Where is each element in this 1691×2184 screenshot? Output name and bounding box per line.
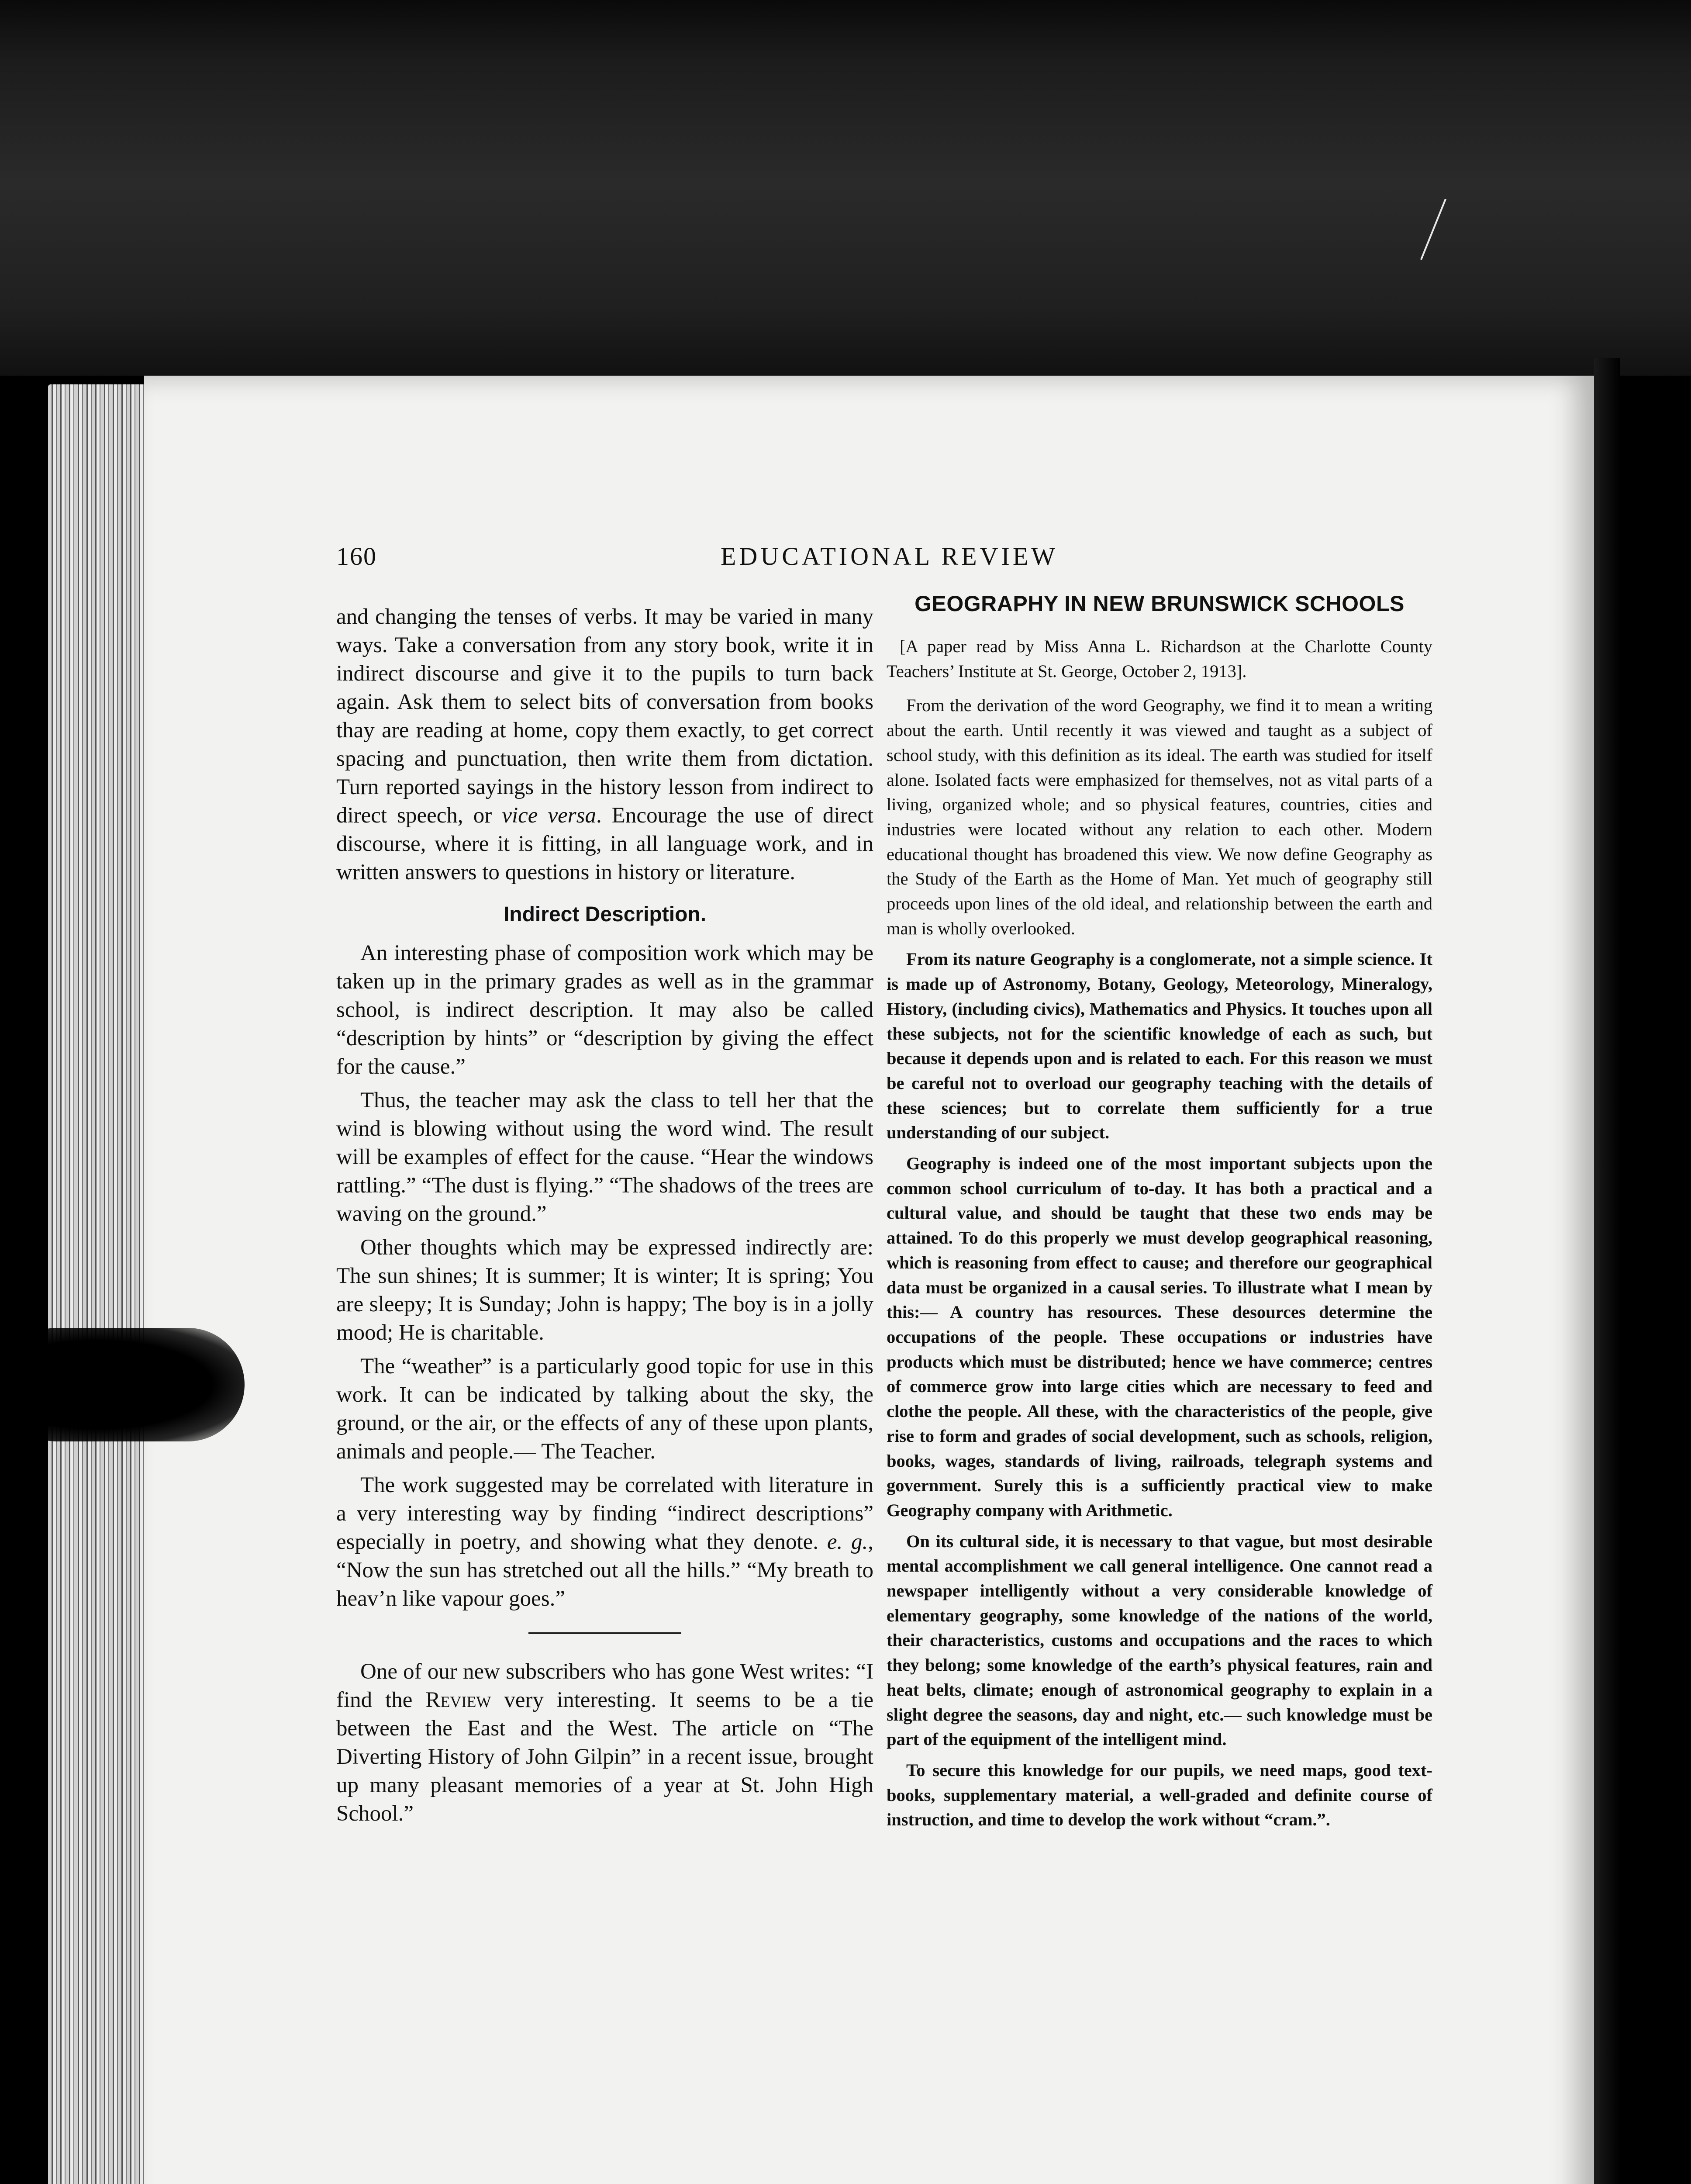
page-number: 160 <box>336 542 377 570</box>
paragraph-text: very interesting. It seems to be a tie between the East and the West. The article on “The Diverting History of John Gilpin” in a recent issue, brought up many pleasant memories of a year at St. John High School.” <box>336 1688 873 1826</box>
paragraph-secure-knowledge: To secure this knowledge for our pupils, we need maps, good text-books, supplementary material, a well-graded and definite course of instruction, and time to develop the work without “cram.”. <box>887 1760 1432 1830</box>
paragraph-weather: The “weather” is a particularly good topic for use in this work. It can be indicated by talking about the sky, the ground, or the air, or the effects of any of these upon plants, animals and people.— The Teacher. <box>336 1354 873 1464</box>
article-title: GEOGRAPHY IN NEW BRUNSWICK SCHOOLS <box>915 591 1405 616</box>
book-gutter-edge <box>1594 358 1620 2184</box>
paragraph-text: , “Now the sun has stretched out all the hills.” “My breath to heav’n like vapour goes.” <box>336 1530 873 1611</box>
paragraph-text: One of our new subscribers who has gone West writes: “I find the <box>336 1659 873 1712</box>
paragraph-text: The work suggested may be correlated with literature in a very interesting way by finding “indirect descriptions” especially in poetry, and showing what they denote. <box>336 1473 873 1554</box>
paragraph-conglomerate: From its nature Geography is a conglomerate, not a simple science. It is made up of Astronomy, Botany, Geology, Meteorology, Mineralogy, History, (including civics), Mathematics and Physics. It touches upon all these subjects, not for the scientific knowledge of each as such, but because it depends upon and is related to each. For this reason we must be careful not to overload our geography teaching with the details of these sciences; but to correlate them sufficiently for a true understanding of our subject. <box>887 949 1432 1143</box>
left-column <box>336 603 873 1828</box>
running-head <box>336 533 1446 577</box>
paragraph-interesting-phase: An interesting phase of composition work which may be taken up in the primary grades as well as in the grammar school, is indirect description. It may also be called “description by hints” or “description by giving the effect for the cause.” <box>336 941 873 1079</box>
paragraph-text: . Encourage the use of direct discourse, where it is fitting, in all language work, and in written answers to questions in history or literature. <box>336 803 873 885</box>
paragraph-literature <box>336 1471 873 1613</box>
paragraph-derivation: From the derivation of the word Geography, we find it to mean a writing about the earth. Until recently it was viewed and taught as a subject of school study, with this definition as its ideal. The earth was studied for itself alone. Isolated facts were emphasized for themselves, not as vital parts of a living, organized whole; and so physical features, countries, cities and industries were located without any relation to each other. Modern educational thought has broadened this view. We now define Geography as the Study of the Earth as the Home of Man. Yet much of geography still proceeds upon lines of the old ideal, and relationship between the earth and man is wholly overlooked. <box>887 695 1432 938</box>
book-page-stack <box>48 384 153 2184</box>
italic-abbreviation: e. g. <box>827 1530 868 1554</box>
paragraph-verbs <box>336 603 873 887</box>
microfilm-top-band <box>0 0 1691 376</box>
paragraph-important-subjects: Geography is indeed one of the most important subjects upon the common school curriculum of to-day. It has both a practical and a cultural value, and should be taught that these two ends may be attained. To do this properly we must develop geographical reasoning, which is reasoning from effect to cause; and therefore our geographical data must be organized in a causal series. To illustrate what I mean by this:— A country has resources. These desources determine the occupations of the people. These occupations or industries have products which must be distributed; hence we have commerce; centres of commerce grow into large cities which are necessary to feed and clothe the people. All these, with the characteristics of the people, give rise to form and grades of social development, such as schools, religion, books, wages, standards of living, railroads, telegraph systems and government. Surely this is a sufficiently practical view to make Geography company with Arithmetic. <box>887 1154 1432 1520</box>
holding-thumb <box>0 1328 245 1441</box>
paragraph-text: and changing the tenses of verbs. It may be varied in many ways. Take a conversation from any story book, write it in indirect discourse and give it to the pupils to turn back again. Ask them to select bits of conversation from books thay are reading at home, copy them exactly, to get correct spacing and punctuation, then write them from dictation. Turn reported sayings in the history lesson from indirect to direct speech, or <box>336 605 873 828</box>
paragraph-other-thoughts: Other thoughts which may be expressed indirectly are: The sun shines; It is summer; It is winter; It is spring; You are sleepy; It is Sunday; John is happy; The boy is in a jolly mood; He is charitable. <box>336 1235 873 1345</box>
right-column <box>887 590 1432 1832</box>
small-caps-review: Review <box>425 1688 491 1712</box>
paragraph-teacher-wind: Thus, the teacher may ask the class to tell her that the wind is blowing without using the word wind. The result will be examples of effect for the cause. “Hear the windows rattling.” “The dust is flying.” “The shadows of the trees are waving on the ground.” <box>336 1088 873 1226</box>
paragraph-cultural-side: On its cultural side, it is necessary to that vague, but most desirable mental accomplishment we call general intelligence. One cannot read a newspaper intelligently without a very considerable knowledge of elementary geography, some knowledge of the nations of the world, their characteristics, customs and occupations and the races to which they belong; some knowledge of the earth’s physical features, rain and heat belts, climate; enough of astronomical geography to explain in a slight degree the seasons, day and night, etc.— such knowledge must be part of the equipment of the intelligent mind. <box>887 1531 1432 1749</box>
article-intro-note: [A paper read by Miss Anna L. Richardson at the Charlotte County Teachers’ Institute at St. George, October 2, 1913]. <box>887 636 1432 681</box>
paragraph-subscriber-letter <box>336 1658 873 1828</box>
italic-phrase: vice versa <box>502 803 596 828</box>
section-divider <box>528 1632 681 1634</box>
journal-title: EDUCATIONAL REVIEW <box>721 542 1059 570</box>
section-heading-indirect-description: Indirect Description. <box>503 903 707 926</box>
